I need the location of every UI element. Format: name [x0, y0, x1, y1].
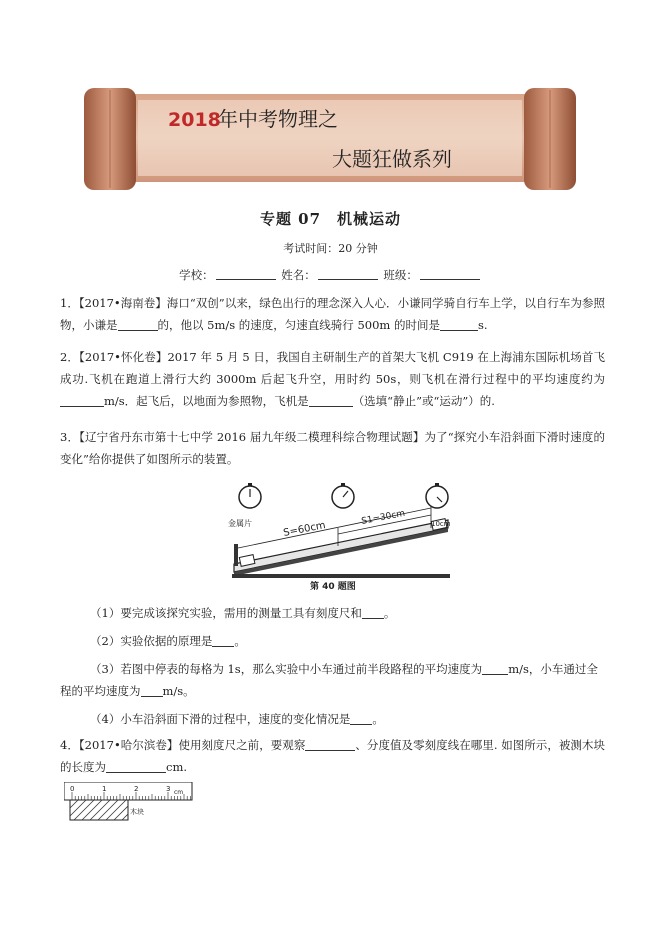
q2-text-a: 2．【2017•怀化卷】2017 年 5 月 5 日，我国自主研制生产的首架大飞机 C919 在上海浦东国际机场首飞成功.飞机在跑道上滑行大约 3000m 后起飞升空，用时约 50s，则飞机在滑行过程中的平均速度约为	[60, 350, 605, 386]
doc-title: 专题 07 机械运动	[259, 210, 402, 228]
q2-text-b: m/s．起飞后，以地面为参照物，飞机是	[104, 394, 309, 408]
q2-blank-1[interactable]	[60, 394, 104, 407]
question-2	[60, 346, 605, 412]
tail-label: 10cm	[431, 520, 451, 528]
block-label: 木块	[130, 808, 144, 816]
question-1	[60, 292, 605, 336]
q1-text-b: 的，他以 5m/s 的速度，匀速直线骑行 500m 的时间是	[157, 318, 440, 332]
school-blank[interactable]	[216, 268, 276, 280]
q4-text-c: cm.	[166, 760, 188, 774]
distance-s-label: S=60cm	[282, 519, 327, 539]
q3-sub2-text: （2）实验依据的原理是	[90, 634, 213, 648]
q4-blank-2[interactable]	[106, 760, 166, 773]
q3-sub-3	[60, 658, 605, 702]
q3-sub1-end: 。	[383, 606, 396, 620]
q4-text-b: 、分度值及零刻度线在哪里. 如图所示，被测木块的长度为	[60, 738, 605, 774]
figure-caption: 第 40 题图	[310, 582, 356, 592]
ruler-label-1: 1	[102, 785, 107, 793]
q2-text-c: （选填“静止”或“运动”）的.	[352, 394, 495, 408]
name-blank[interactable]	[318, 268, 378, 280]
q3-sub-2	[90, 630, 605, 652]
school-label: 学校：	[179, 268, 214, 282]
plate-label: 金属片	[228, 519, 252, 528]
q4-blank-1[interactable]	[305, 738, 355, 751]
ruler-figure	[64, 782, 198, 826]
question-4	[60, 734, 605, 778]
q3-sub4-text: （4）小车沿斜面下滑的过程中，速度的变化情况是	[90, 712, 351, 726]
q3-sub3-text-c: m/s。	[162, 684, 195, 698]
q3-sub3-text-b: m/s，小车通过全程的平均速度为	[60, 662, 598, 698]
banner-line1: 年中考物理之	[218, 107, 338, 131]
question-3: 3．【辽宁省丹东市第十七中学 2016 届九年级二模理科综合物理试题】为了“探究小车沿斜面下滑时速度的变化”给你提供了如图所示的装置。	[60, 430, 605, 466]
class-label: 班级：	[383, 268, 418, 282]
q4-text-a: 4．【2017•哈尔滨卷】使用刻度尺之前，要观察	[60, 738, 306, 752]
q3-sub3-text-a: （3）若图中停表的每格为 1s，那么实验中小车通过前半段路程的平均速度为	[90, 662, 483, 676]
stopwatch-icon	[239, 483, 261, 508]
ruler-label-3: 3	[166, 785, 171, 793]
q3-sub3-blank-1[interactable]	[482, 662, 508, 675]
banner-year: 2018	[168, 109, 221, 131]
ruler-unit: cm	[174, 789, 184, 796]
q3-sub2-end: 。	[234, 634, 246, 648]
incline-figure	[226, 480, 460, 596]
name-label: 姓名：	[281, 268, 316, 282]
q3-sub3-blank-2[interactable]	[141, 684, 163, 697]
title-banner	[80, 86, 580, 192]
q1-blank-2[interactable]	[440, 318, 478, 331]
q3-sub-4	[90, 708, 605, 730]
q2-blank-2[interactable]	[309, 394, 353, 407]
q3-sub1-blank[interactable]	[362, 606, 384, 619]
stopwatch-icon	[332, 483, 354, 508]
q1-text-a: 1．【2017•海南卷】海口“双创”以来，绿色出行的理念深入人心．小谦同学骑自行车上学，以自行车为参照物，小谦是	[60, 296, 605, 332]
stopwatch-icon	[426, 483, 448, 508]
ruler-label-2: 2	[134, 785, 139, 793]
q3-sub2-blank[interactable]	[212, 634, 234, 647]
student-info-fields	[0, 267, 661, 283]
q3-sub4-end: 。	[372, 712, 384, 726]
distance-s1-label: S1=30cm	[360, 508, 406, 527]
q3-sub1-text: （1）要完成该探究实验，需用的测量工具有刻度尺和	[90, 606, 362, 620]
q1-text-c: s.	[477, 318, 488, 332]
q1-blank-1[interactable]	[118, 318, 158, 331]
exam-time: 考试时间：20 分钟	[283, 242, 378, 255]
banner-line2: 大题狂做系列	[332, 147, 452, 171]
ruler-label-0: 0	[70, 785, 75, 793]
q3-sub4-blank[interactable]	[350, 712, 372, 725]
q3-sub-1	[90, 602, 605, 624]
class-blank[interactable]	[420, 268, 480, 280]
